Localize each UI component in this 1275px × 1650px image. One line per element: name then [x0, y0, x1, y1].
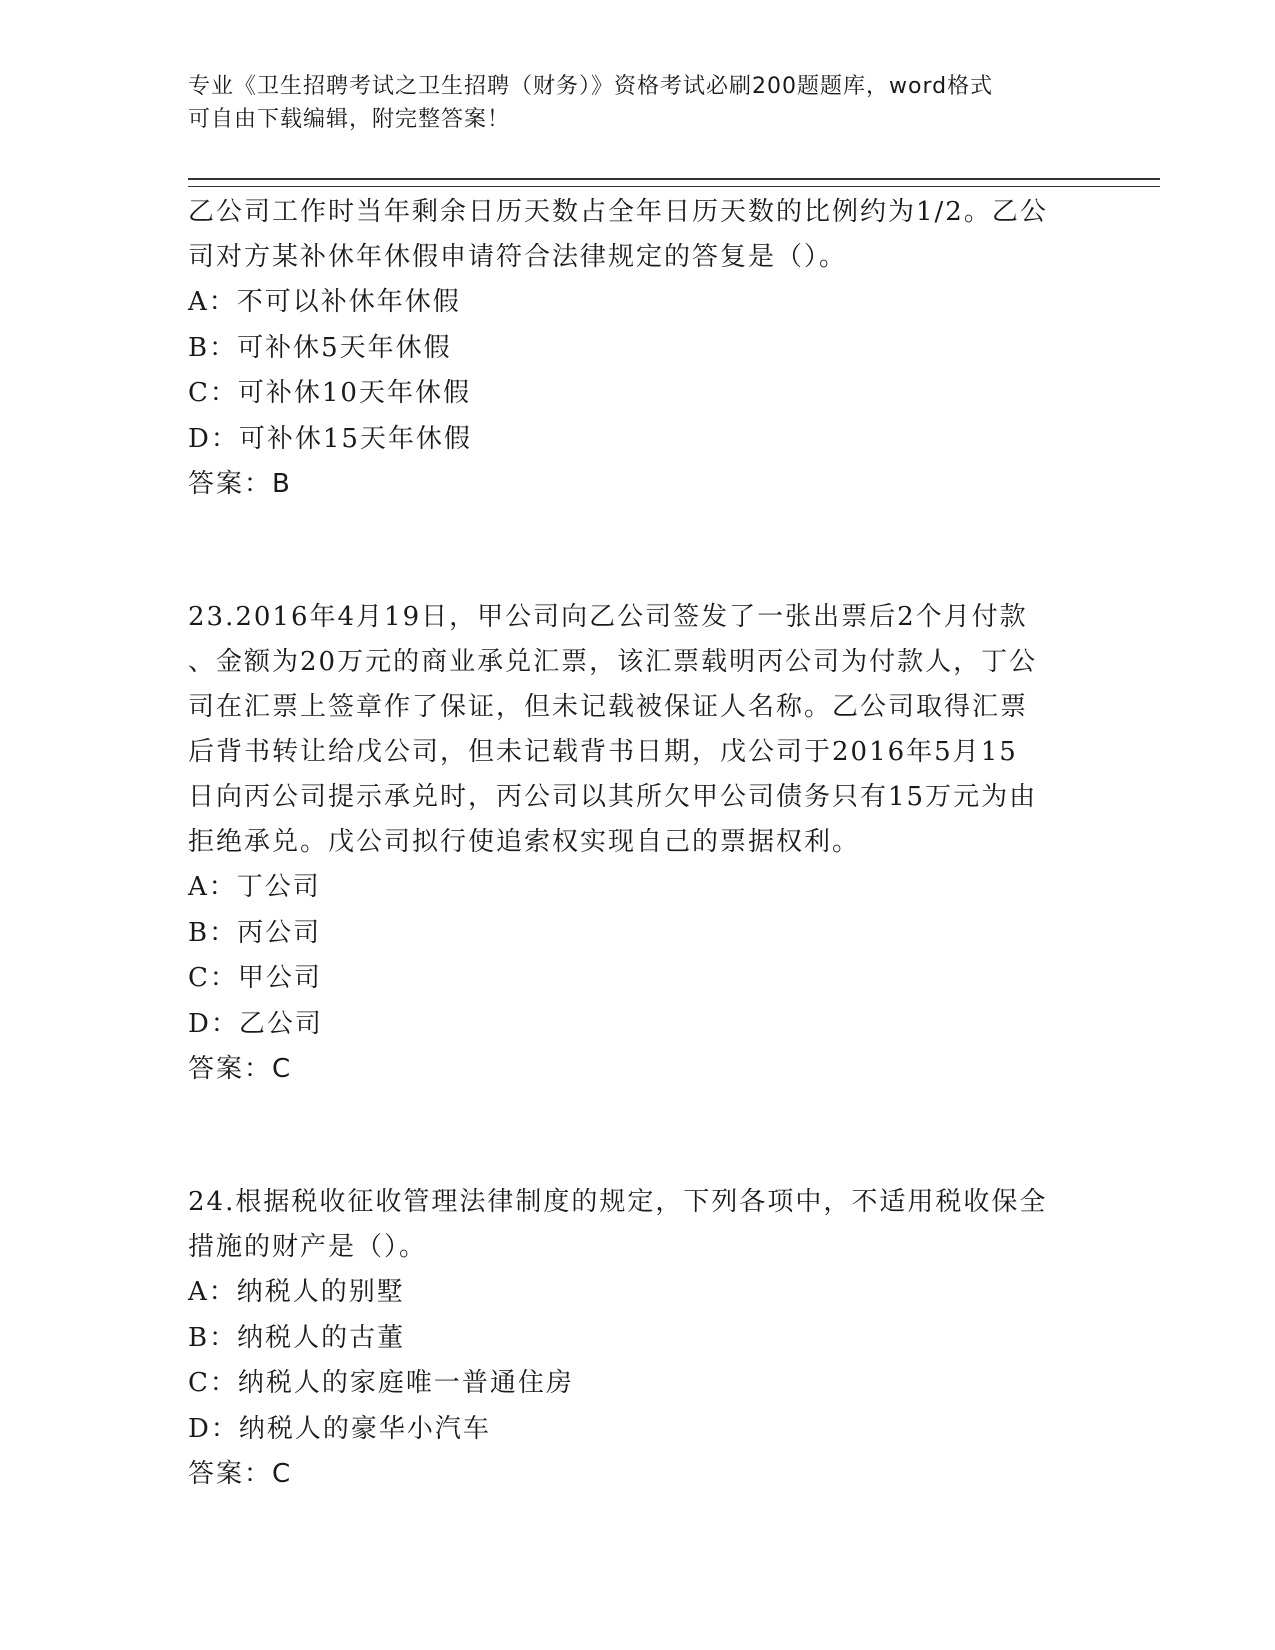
- answer-line: 答案：C: [188, 1054, 293, 1084]
- question-item: [188, 595, 1088, 1092]
- question-spacer: [188, 507, 1088, 595]
- question-text-line: 24.根据税收征收管理法律制度的规定，下列各项中，不适用税收保全: [188, 1187, 1048, 1217]
- header-line-2: 可自由下载编辑，附完整答案！: [188, 107, 511, 132]
- question-text-line: 后背书转让给戊公司，但未记载背书日期，戊公司于2016年5月15: [188, 737, 1018, 767]
- option-a: A：不可以补休年休假: [188, 287, 461, 317]
- question-list: [188, 190, 1088, 1497]
- question-item: [188, 1180, 1088, 1497]
- document-header: [188, 70, 1088, 136]
- option-d: D：纳税人的豪华小汽车: [188, 1413, 491, 1444]
- question-text-line: 拒绝承兑。戊公司拟行使追索权实现自己的票据权利。: [188, 827, 861, 857]
- answer-line: 答案：C: [188, 1459, 293, 1489]
- option-b: B：丙公司: [188, 917, 322, 948]
- question-text-line: 日向丙公司提示承兑时，丙公司以其所欠甲公司债务只有15万元为由: [188, 782, 1038, 812]
- header-divider: [188, 178, 1160, 187]
- question-spacer: [188, 1092, 1088, 1180]
- header-line-1: 专业《卫生招聘考试之卫生招聘（财务）》资格考试必刷200题题库，word格式: [188, 74, 994, 99]
- option-b: B：可补休5天年休假: [188, 332, 452, 363]
- question-text-line: 司对方某补休年休假申请符合法律规定的答复是（）。: [188, 242, 848, 272]
- question-text-line: 措施的财产是（）。: [188, 1232, 428, 1262]
- question-text-line: 司在汇票上签章作了保证，但未记载被保证人名称。乙公司取得汇票: [188, 692, 1029, 722]
- option-c: C：纳税人的家庭唯一普通住房: [188, 1368, 574, 1398]
- answer-line: 答案：B: [188, 469, 292, 499]
- option-c: C：甲公司: [188, 963, 322, 993]
- question-text-line: 23.2016年4月19日，甲公司向乙公司签发了一张出票后2个月付款: [188, 602, 1028, 632]
- option-d: D：可补休15天年休假: [188, 423, 472, 454]
- option-b: B：纳税人的古董: [188, 1322, 406, 1353]
- question-text-line: 乙公司工作时当年剩余日历天数占全年日历天数的比例约为1/2。乙公: [188, 197, 1048, 227]
- option-c: C：可补休10天年休假: [188, 378, 471, 408]
- question-text-line: 、金额为20万元的商业承兑汇票，该汇票载明丙公司为付款人，丁公: [188, 647, 1038, 677]
- option-a: A：纳税人的别墅: [188, 1277, 405, 1307]
- option-d: D：乙公司: [188, 1008, 323, 1039]
- question-item: [188, 190, 1088, 507]
- option-a: A：丁公司: [188, 872, 321, 902]
